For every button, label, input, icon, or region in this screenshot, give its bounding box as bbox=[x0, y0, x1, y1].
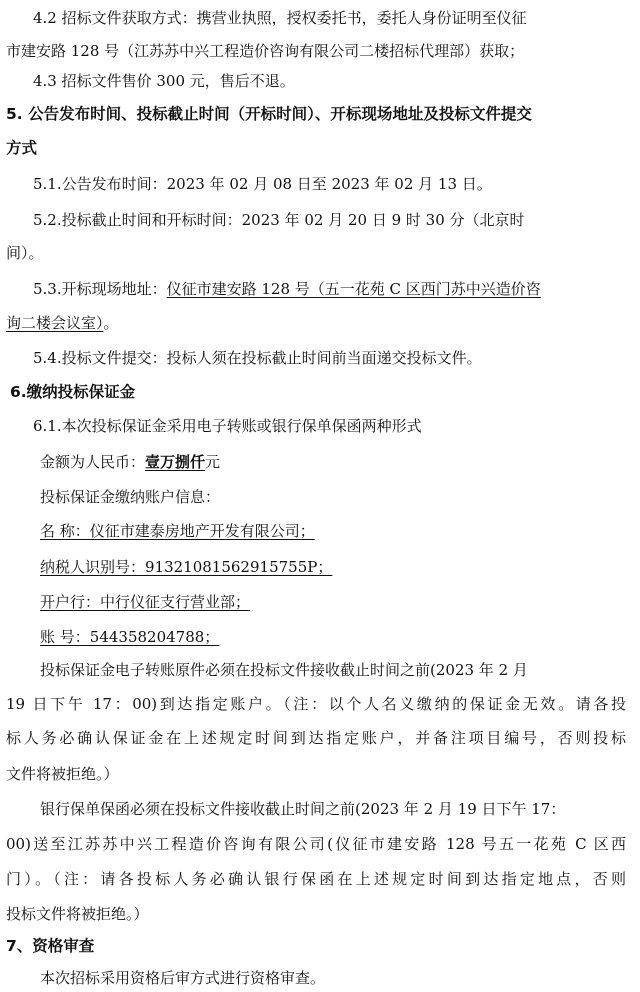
tax-id-row bbox=[0, 557, 640, 577]
tax-id: 纳税人识别号：91321081562915755P； bbox=[40, 558, 333, 576]
section-6-heading: 6.缴纳投标保证金 bbox=[10, 383, 136, 401]
item-5-2-line2: 间）。 bbox=[6, 244, 44, 262]
transfer-line1: 投标保证金电子转账原件必须在投标文件接收截止时间之前(2023 年 2 月 bbox=[40, 661, 528, 679]
guarantee-line1: 银行保单保函必须在投标文件接收截止时间之前(2023 年 2 月 19 日下午 17： bbox=[40, 800, 566, 818]
item-5-3-suffix: 。 bbox=[103, 314, 119, 332]
guarantee-line2: 00)送至江苏苏中兴工程造价咨询有限公司(仪征市建安路 128 号五一花苑 C 区西 bbox=[6, 835, 626, 853]
item-5-3-line1 bbox=[0, 279, 640, 299]
account-name-row bbox=[0, 521, 640, 541]
section-7-heading: 7、资格审查 bbox=[6, 937, 95, 955]
item-4-2-line1: 4.2 招标文件获取方式：携营业执照，授权委托书，委托人身份证明至仪征 bbox=[33, 9, 527, 27]
item-5-1: 5.1.公告发布时间：2023 年 02 月 08 日至 2023 年 02 月 13 日。 bbox=[33, 175, 492, 193]
amount-value: 壹万捌仟 bbox=[145, 453, 206, 471]
bank-name: 开户行：中行仪征支行营业部； bbox=[40, 593, 251, 611]
section-5-heading-line1: 5. 公告发布时间、投标截止时间（开标时间）、开标现场地址及投标文件提交 bbox=[6, 105, 532, 123]
account-number-row bbox=[0, 627, 640, 647]
transfer-line3: 标人务必确认保证金在上述规定时间到达指定账户，并备注项目编号，否则投标 bbox=[6, 729, 626, 747]
item-5-2-line1: 5.2.投标截止时间和开标时间：2023 年 02 月 20 日 9 时 30 分（北京时 bbox=[33, 211, 525, 229]
section-5-heading-line2: 方式 bbox=[6, 139, 38, 157]
item-5-3-address: 仪征市建安路 128 号（五一花苑 C 区西门苏中兴造价咨 bbox=[166, 280, 541, 298]
account-info-label: 投标保证金缴纳账户信息： bbox=[40, 488, 221, 506]
amount-prefix: 金额为人民币： bbox=[40, 453, 146, 471]
transfer-line2: 19 日下午 17：00)到达指定账户。（注：以个人名义缴纳的保证金无效。请各投 bbox=[6, 695, 626, 713]
guarantee-line3: 门）。（注：请各投标人务必确认银行保函在上述规定时间到达指定地点，否则 bbox=[6, 870, 626, 888]
item-4-3: 4.3 招标文件售价 300 元，售后不退。 bbox=[33, 72, 295, 90]
section-7-body: 本次招标采用资格后审方式进行资格审查。 bbox=[40, 969, 326, 987]
bank-row bbox=[0, 592, 640, 612]
item-5-3-address-cont: 询二楼会议室） bbox=[6, 314, 104, 332]
transfer-line4: 文件将被拒绝。） bbox=[6, 765, 119, 783]
item-4-2-line2: 市建安路 128 号（江苏苏中兴工程造价咨询有限公司二楼招标代理部）获取； bbox=[6, 42, 525, 60]
item-5-3-line2 bbox=[0, 313, 640, 333]
amount-line bbox=[0, 452, 640, 472]
account-name: 名 称：仪征市建泰房地产开发有限公司； bbox=[40, 522, 315, 540]
item-5-3-prefix: 5.3.开标现场地址： bbox=[33, 280, 167, 298]
guarantee-line4: 投标文件将被拒绝。） bbox=[6, 905, 149, 923]
item-5-4: 5.4.投标文件提交：投标人须在投标截止时间前当面递交投标文件。 bbox=[33, 349, 482, 367]
item-6-1: 6.1.本次投标保证金采用电子转账或银行保单保函两种形式 bbox=[33, 417, 422, 435]
account-number: 账 号：544358204788； bbox=[40, 628, 220, 646]
amount-suffix: 元 bbox=[205, 453, 221, 471]
